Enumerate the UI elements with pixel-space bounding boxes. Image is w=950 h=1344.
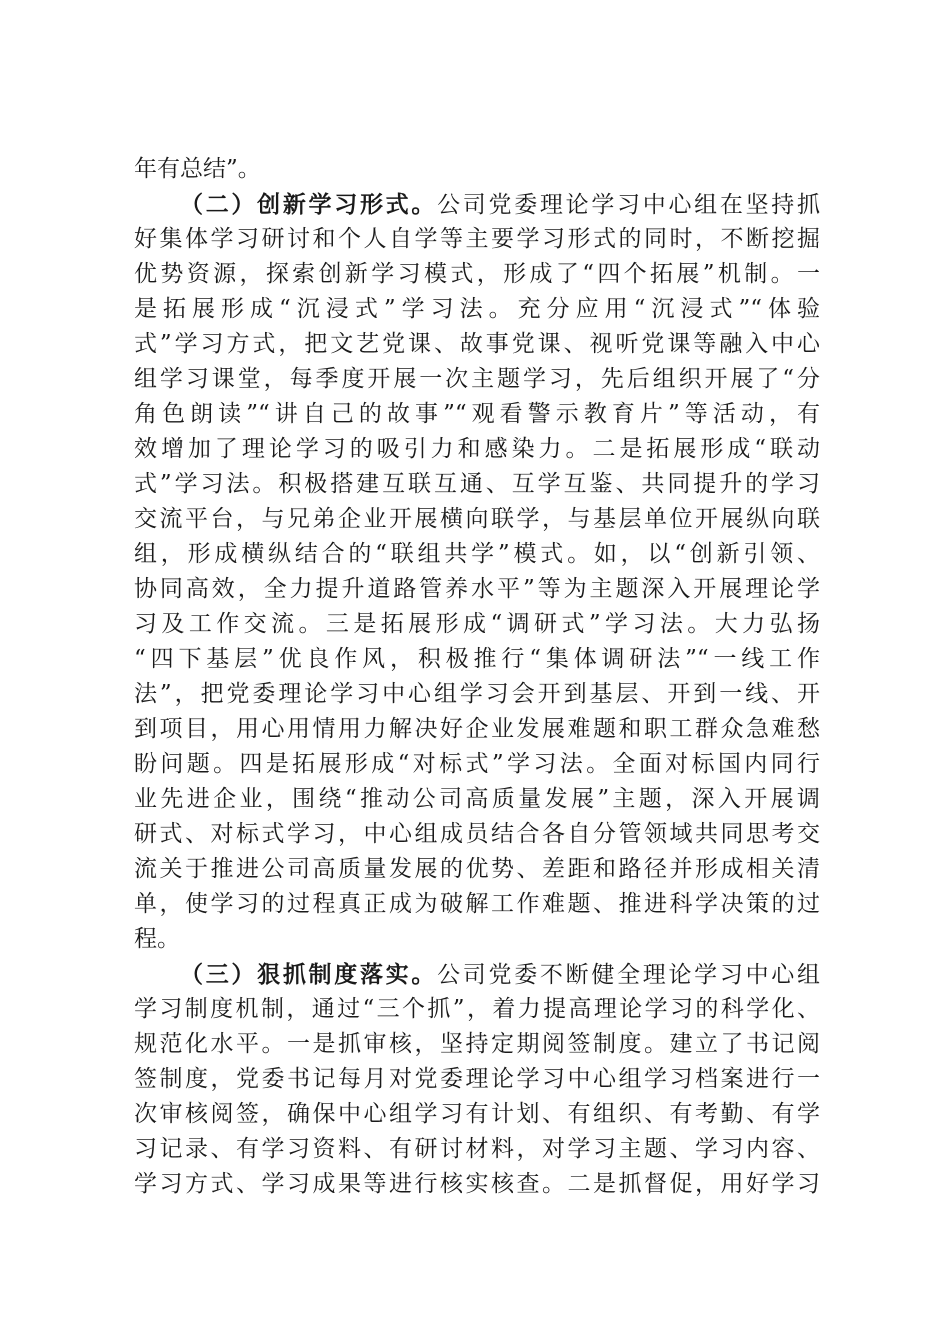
section-2-line: 盼问题。四是拓展形成“对标式”学习法。全面对标国内同行 [134,751,820,777]
section-2-line: 组，形成横纵结合的“联组共学”模式。如，以“创新引领、 [134,541,820,567]
section-2-line: 式”学习方式，把文艺党课、故事党课、视听党课等融入中心 [134,331,820,357]
document-body [134,152,820,1202]
section-3-line: 学习制度机制，通过“三个抓”，着力提高理论学习的科学化、 [134,996,820,1022]
section-2-line: 协同高效，全力提升道路管养水平”等为主题深入开展理论学 [134,576,820,602]
section-2-line: 式”学习法。积极搭建互联互通、互学互鉴、共同提升的学习 [134,471,820,497]
section-3-line: 规范化水平。一是抓审核，坚持定期阅签制度。建立了书记阅 [134,1031,820,1057]
section-2-line: 组学习课堂，每季度开展一次主题学习，先后组织开展了“分 [134,366,820,392]
section-2-line: 习及工作交流。三是拓展形成“调研式”学习法。大力弘扬 [134,611,820,637]
section-2-heading: （二）创新学习形式。 [180,191,438,218]
section-2-line: 是拓展形成“沉浸式”学习法。充分应用“沉浸式”“体验 [134,296,820,322]
section-2-line: 单，使学习的过程真正成为破解工作难题、推进科学决策的过 [134,891,820,917]
section-3-line: 签制度，党委书记每月对党委理论学习中心组学习档案进行一 [134,1066,820,1092]
section-2-first-line-text: 公司党委理论学习中心组在坚持抓 [437,192,821,218]
section-3-line: 次审核阅签，确保中心组学习有计划、有组织、有考勤、有学 [134,1101,820,1127]
section-3-first-line [134,957,820,992]
section-2-line: 好集体学习研讨和个人自学等主要学习形式的同时，不断挖掘 [134,226,820,252]
section-3-line: 习记录、有学习资料、有研讨材料，对学习主题、学习内容、 [134,1136,820,1162]
section-2-line: 法”，把党委理论学习中心组学习会开到基层、开到一线、开 [134,681,820,707]
section-3-first-line-text: 公司党委不断健全理论学习中心组 [437,962,821,988]
section-2-line: “四下基层”优良作风，积极推行“集体调研法”“一线工作 [134,646,820,672]
section-3-heading: （三）狠抓制度落实。 [180,961,438,988]
section-2-line: 流关于推进公司高质量发展的优势、差距和路径并形成相关清 [134,856,820,882]
section-2-line: 优势资源，探索创新学习模式，形成了“四个拓展”机制。一 [134,261,820,287]
section-2-line: 研式、对标式学习，中心组成员结合各自分管领域共同思考交 [134,821,820,847]
section-2-line: 到项目，用心用情用力解决好企业发展难题和职工群众急难愁 [134,716,820,742]
section-3-line: 学习方式、学习成果等进行核实核查。二是抓督促，用好学习 [134,1171,820,1197]
section-2-line: 角色朗读”“讲自己的故事”“观看警示教育片”等活动，有 [134,401,820,427]
intro-line: 年有总结”。 [134,156,261,182]
section-2-line: 效增加了理论学习的吸引力和感染力。二是拓展形成“联动 [134,436,820,462]
section-2-first-line [134,187,820,222]
section-2-line: 业先进企业，围绕“推动公司高质量发展”主题，深入开展调 [134,786,820,812]
section-2-last-line: 程。 [134,926,180,952]
section-2-line: 交流平台，与兄弟企业开展横向联学，与基层单位开展纵向联 [134,506,820,532]
